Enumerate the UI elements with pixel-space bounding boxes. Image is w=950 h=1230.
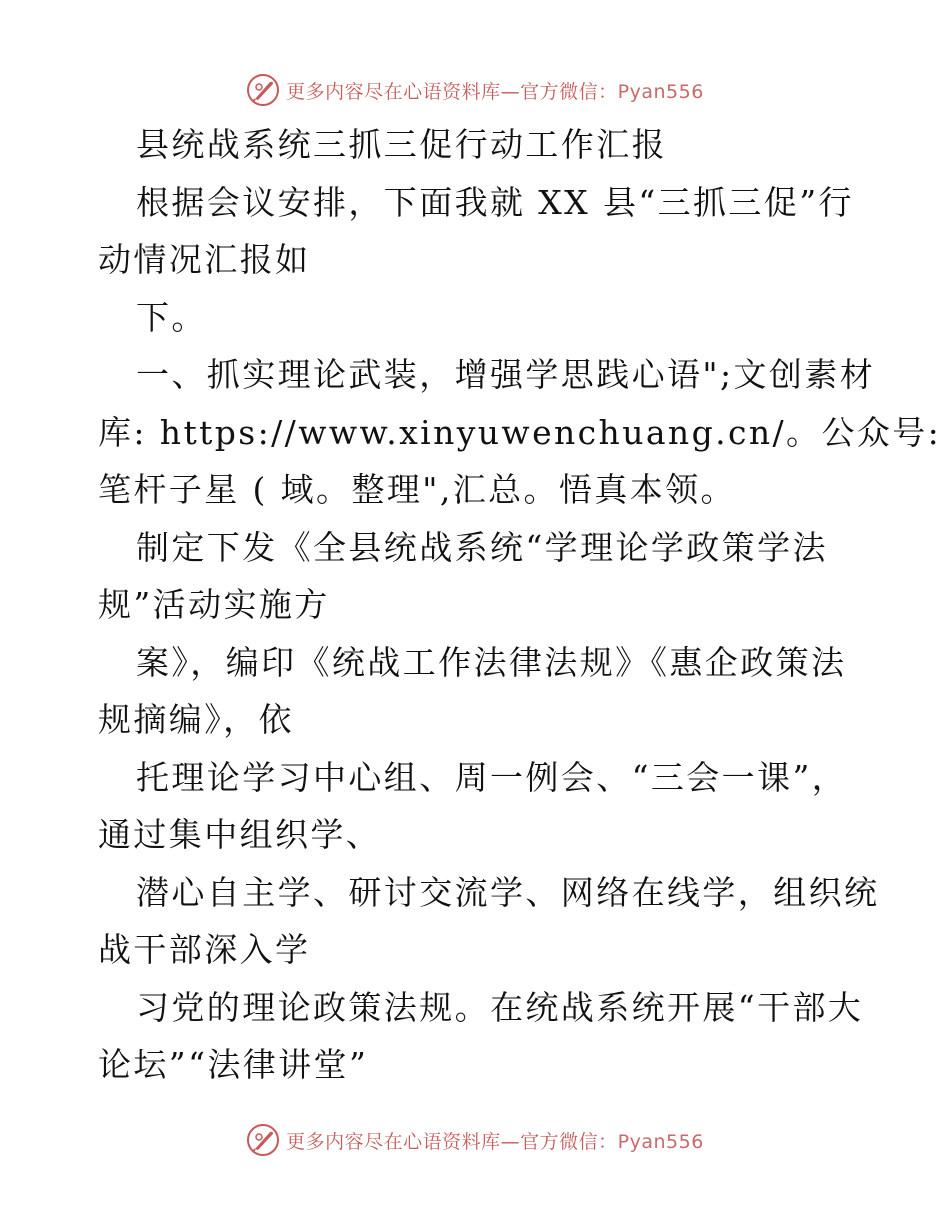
header-watermark [0, 70, 950, 110]
text-line: 规摘编》，依 [98, 700, 294, 739]
text-line: 下。 [136, 297, 207, 337]
watermark-wechat-id: Pyan556 [617, 80, 704, 103]
watermark-label: 更多内容尽在心语资料库—官方微信： [286, 1130, 618, 1153]
document-title: 县统战系统三抓三促行动工作汇报 [136, 125, 667, 164]
text-line: 习党的理论政策法规。在统战系统开展“干部大 [136, 987, 864, 1027]
document-body [98, 116, 942, 1094]
text-line: 动情况汇报如 [98, 240, 311, 279]
watermark-text [286, 1127, 704, 1154]
text-line: 战干部深入学 [98, 930, 311, 969]
text-line: 笔杆子星 ( 域。整理",汇总。悟真本领。 [98, 470, 736, 509]
text-line: 规”活动实施方 [98, 585, 330, 624]
text-line: 通过集中组织学、 [98, 815, 382, 854]
quill-pen-icon [246, 1123, 280, 1157]
text-line: 论坛”“法律讲堂” [98, 1045, 369, 1084]
watermark-wechat-id: Pyan556 [617, 1130, 704, 1153]
text-line: 潜心自主学、研讨交流学、网络在线学，组织统 [136, 872, 880, 912]
text-line: 制定下发《全县统战系统“学理论学政策学法 [136, 527, 828, 567]
text-line: 根据会议安排，下面我就 XX 县“三抓三促”行 [136, 182, 854, 222]
text-line: 库: https://www.xinyuwenchuang.cn/。公众号: [98, 412, 942, 452]
text-line: 一、抓实理论武装，增强学思践心语";文创素材 [136, 355, 876, 394]
quill-pen-icon [246, 73, 280, 107]
watermark-label: 更多内容尽在心语资料库—官方微信： [286, 80, 618, 103]
text-line: 托理论学习中心组、周一例会、“三会一课”， [136, 757, 848, 797]
footer-watermark [0, 1120, 950, 1160]
watermark-text [286, 77, 704, 104]
text-line: 案》，编印《统战工作法律法规》《惠企政策法 [136, 642, 847, 682]
